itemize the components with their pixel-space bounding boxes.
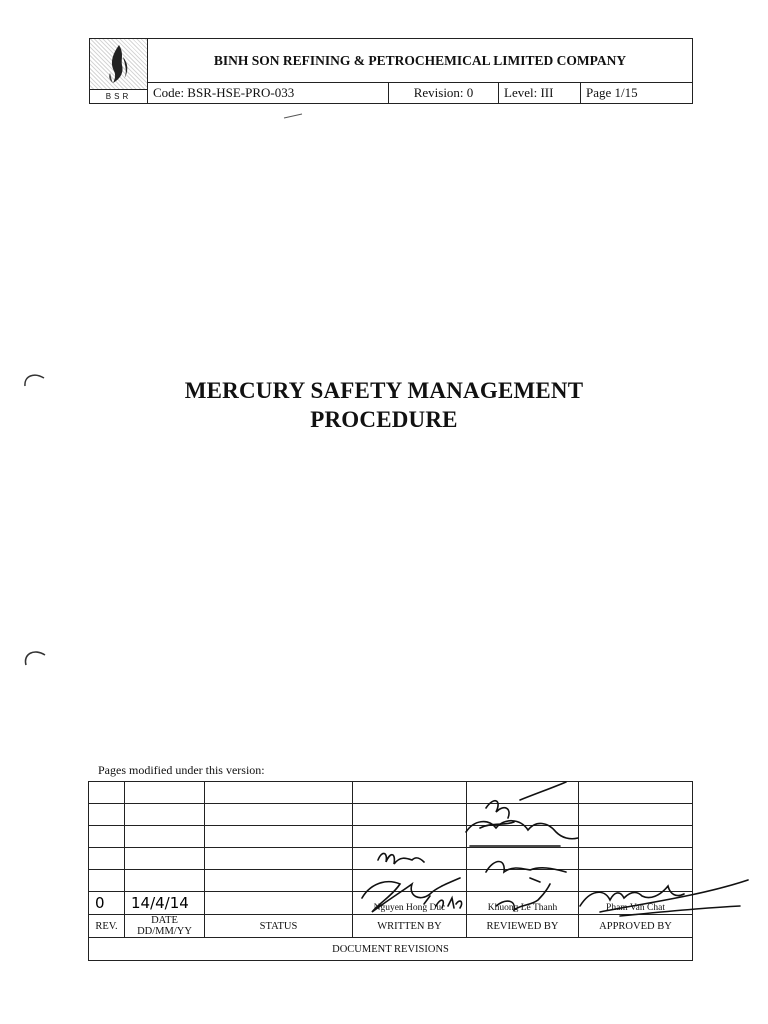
company-name: BINH SON REFINING & PETROCHEMICAL LIMITED COMPANY <box>148 39 692 83</box>
punch-hole-mark-bottom <box>20 645 50 673</box>
logo-label: BSR <box>90 89 147 103</box>
col-date-line-2: DD/MM/YY <box>137 926 192 937</box>
revisions-table <box>88 781 693 961</box>
document-revision: Revision: 0 <box>389 83 499 103</box>
col-reviewed-by: REVIEWED BY <box>467 915 579 938</box>
column-header-row <box>89 915 693 938</box>
scan-dash-mark <box>282 112 306 120</box>
entry-status <box>205 892 353 915</box>
table-row <box>89 870 693 892</box>
table-row <box>89 848 693 870</box>
col-date-line-1: DATE <box>151 915 178 926</box>
col-date <box>125 915 205 938</box>
document-code: Code: BSR-HSE-PRO-033 <box>148 83 389 103</box>
entry-rev: 0 <box>89 892 125 915</box>
entry-written-by: Nguyen Hong Duc <box>353 892 467 915</box>
table-row <box>89 826 693 848</box>
entry-approved-by: Pham Van Chat <box>579 892 693 915</box>
col-rev: REV. <box>89 915 125 938</box>
document-revisions-label: DOCUMENT REVISIONS <box>89 938 693 961</box>
revision-entry-row <box>89 892 693 915</box>
col-approved-by: APPROVED BY <box>579 915 693 938</box>
document-header <box>89 38 693 104</box>
entry-reviewed-by: Khuong Le Thanh <box>467 892 579 915</box>
title-line-1: MERCURY SAFETY MANAGEMENT <box>184 378 584 403</box>
company-logo <box>90 39 148 103</box>
col-status: STATUS <box>205 915 353 938</box>
entry-date: 14/4/14 <box>125 892 205 915</box>
table-footer-row <box>89 938 693 961</box>
flame-logo-icon <box>104 43 134 87</box>
col-written-by: WRITTEN BY <box>353 915 467 938</box>
table-row <box>89 782 693 804</box>
pages-modified-label: Pages modified under this version: <box>98 763 265 777</box>
document-title <box>0 376 768 434</box>
title-line-2: PROCEDURE <box>310 407 458 432</box>
document-level: Level: III <box>499 83 581 103</box>
header-info-row <box>148 83 692 103</box>
page-number: Page 1/15 <box>586 85 638 100</box>
table-row <box>89 804 693 826</box>
